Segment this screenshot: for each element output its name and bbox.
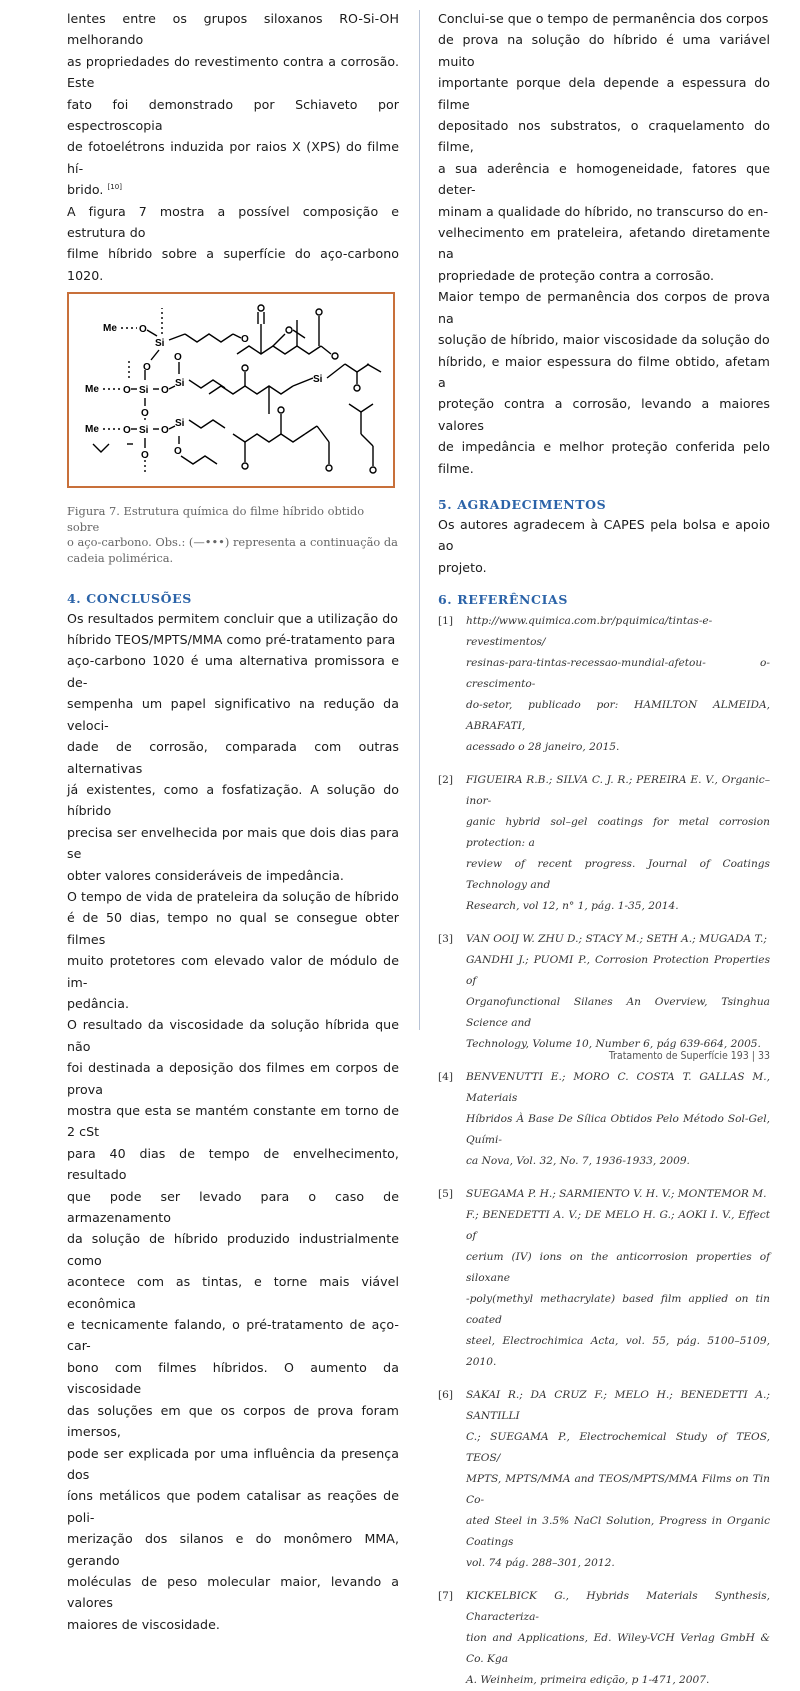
me-label: Me <box>85 384 99 396</box>
reference-number: [4] <box>438 1071 454 1084</box>
reference-line: KICKELBICK G., Hybrids Materials Synthesis, Characteriza- <box>466 1590 770 1624</box>
left-column <box>67 8 399 1635</box>
reference-line: resinas-para-tintas-recessao-mundial-afetou- o-crescimento- <box>466 657 770 691</box>
text-line: lentes entre os grupos siloxanos RO-Si-OH melhorando <box>67 11 399 48</box>
reference-text <box>466 770 770 917</box>
page-footer: Tratamento de Superfície 193 | 33 <box>608 1050 770 1062</box>
o-label: O <box>139 324 147 336</box>
reference-line: MPTS, MPTS/MMA and TEOS/MPTS/MMA Films on Tin Co- <box>466 1473 770 1507</box>
text-line: solução de híbrido, maior viscosidade da solução do <box>438 332 770 348</box>
text-line: muito protetores com elevado valor de módulo de im- <box>67 953 399 990</box>
text-line: híbrido, e maior espessura do filme obtido, afetam a <box>438 353 770 390</box>
text-line: projeto. <box>438 559 487 575</box>
text-line: Conclui-se que o tempo de permanência dos corpos <box>438 11 769 26</box>
paragraph-conclusion-permanence <box>438 8 770 286</box>
citation-ref: [10] <box>107 183 123 192</box>
reference-line: tion and Applications, Ed. Wiley-VCH Verlag GmbH & Co. Kga <box>466 1632 770 1666</box>
text-line: depositado nos substratos, o craquelamento do filme, <box>438 118 770 155</box>
text-line: brido. <box>67 182 104 198</box>
reference-text <box>466 1067 770 1172</box>
reference-item <box>438 1067 770 1172</box>
text-line: fato foi demonstrado por Schiaveto por espectroscopia <box>67 96 399 134</box>
reference-line: Híbridos À Base De Sílica Obtidos Pelo Método Sol-Gel, Quími- <box>466 1113 770 1147</box>
reference-list <box>438 611 770 1691</box>
reference-line: Technology, Volume 10, Number 6, pág 639-664, 2005. <box>466 1038 761 1051</box>
text-line: filme híbrido sobre a superfície do aço-carbono 1020. <box>67 246 399 283</box>
text-line: a sua aderência e homogeneidade, fatores que deter- <box>438 160 770 198</box>
reference-line: C.; SUEGAMA P., Electrochemical Study of TEOS, TEOS/ <box>466 1431 770 1465</box>
o-label: O <box>161 385 169 397</box>
text-line: Os autores agradecem à CAPES pela bolsa e apoio ao <box>438 516 770 554</box>
reference-item <box>438 1586 770 1691</box>
figure-caption <box>67 504 399 566</box>
text-line: merização dos silanos e do monômero MMA, gerando <box>67 1531 399 1568</box>
o-label: O <box>123 385 131 397</box>
reference-number: [6] <box>438 1389 454 1402</box>
text-line: para 40 dias de tempo de envelhecimento, resultado <box>67 1145 399 1183</box>
paragraph-conclusions-1 <box>67 608 399 886</box>
paragraph-acknowledgements <box>438 514 770 578</box>
text-line: as propriedades do revestimento contra a corrosão. Este <box>67 53 399 91</box>
text-line: dade de corrosão, comparada com outras alternativas <box>67 739 399 776</box>
reference-line: review of recent progress. Journal of Coatings Technology and <box>466 858 770 892</box>
text-line: proteção contra a corrosão, levando a maiores valores <box>438 396 770 433</box>
reference-line: A. Weinheim, primeira edição, p 1-471, 2007. <box>466 1674 710 1687</box>
caption-line: o aço-carbono. Obs.: (—•••) representa a continuação da <box>67 535 398 550</box>
text-line: O resultado da viscosidade da solução híbrida que não <box>67 1017 399 1054</box>
reference-line: FIGUEIRA R.B.; SILVA C. J. R.; PEREIRA E. V., Organic–inor- <box>466 774 770 808</box>
caption-line: cadeia polimérica. <box>67 551 174 566</box>
o-label: O <box>143 362 151 374</box>
reference-text <box>466 929 770 1055</box>
text-line: precisa ser envelhecida por mais que dois dias para se <box>67 824 399 862</box>
text-line: O tempo de vida de prateleira da solução de híbrido <box>67 888 399 904</box>
text-line: foi destinada a deposição dos filmes em corpos de prova <box>67 1060 399 1097</box>
reference-item <box>438 1385 770 1574</box>
reference-item <box>438 611 770 758</box>
o-label: O <box>123 425 131 437</box>
text-line: importante porque dela depende a espessura do filme <box>438 75 770 112</box>
reference-line: steel, Electrochimica Acta, vol. 55, pág. 5100–5109, 2010. <box>466 1335 770 1369</box>
text-line: aço-carbono 1020 é uma alternativa promissora e de- <box>67 653 399 690</box>
text-line: obter valores consideráveis de impedância. <box>67 867 344 883</box>
text-line: pedância. <box>67 995 130 1011</box>
si-label: Si <box>155 338 165 350</box>
reference-line: cerium (IV) ions on the anticorrosion properties of siloxane <box>466 1251 770 1285</box>
o-label: O <box>174 446 182 458</box>
reference-line: Organofunctional Silanes An Overview, Tsinghua Science and <box>466 996 770 1030</box>
reference-line: SUEGAMA P. H.; SARMIENTO V. H. V.; MONTEMOR M. <box>466 1188 767 1201</box>
reference-text <box>466 611 770 758</box>
text-line: íons metálicos que podem catalisar as reações de poli- <box>67 1488 399 1525</box>
reference-line: ganic hybrid sol–gel coatings for metal corrosion protection: a <box>466 816 770 850</box>
text-line: moléculas de peso molecular maior, levando a valores <box>67 1573 399 1611</box>
figure-7-chemical-structure <box>67 292 395 488</box>
reference-line: F.; BENEDETTI A. V.; DE MELO H. G.; AOKI I. V., Effect of <box>466 1209 770 1243</box>
si-label: Si <box>313 374 323 386</box>
si-label: Si <box>139 425 149 437</box>
text-line: velhecimento em prateleira, afetando diretamente na <box>438 225 770 262</box>
text-line: mostra que esta se mantém constante em torno de 2 cSt <box>67 1103 399 1140</box>
reference-line: ca Nova, Vol. 32, No. 7, 1936-1933, 2009. <box>466 1155 690 1168</box>
text-line: das soluções em que os corpos de prova foram imersos, <box>67 1402 399 1440</box>
paragraph-conclusions-2 <box>67 886 399 1014</box>
reference-line: ated Steel in 3.5% NaCl Solution, Progress in Organic Coatings <box>466 1515 770 1549</box>
paragraph-conclusions-3 <box>67 1014 399 1635</box>
o-label: O <box>174 352 182 364</box>
reference-line: vol. 74 pág. 288–301, 2012. <box>466 1557 615 1570</box>
text-line: é de 50 dias, tempo no qual se consegue obter filmes <box>67 910 399 947</box>
si-label: Si <box>175 418 185 430</box>
section-heading-acknowledgements: 5. AGRADECIMENTOS <box>438 496 607 512</box>
reference-line: BENVENUTTI E.; MORO C. COSTA T. GALLAS M., Materiais <box>466 1071 770 1105</box>
o-label: O <box>141 408 149 420</box>
text-line: sempenha um papel significativo na redução da veloci- <box>67 696 399 733</box>
reference-text <box>466 1184 770 1373</box>
reference-line: http://www.quimica.com.br/pquimica/tintas-e-revestimentos/ <box>466 615 713 649</box>
text-line: que pode ser levado para o caso de armazenamento <box>67 1188 399 1226</box>
caption-line: Figura 7. Estrutura química do filme híbrido obtido sobre <box>67 504 365 534</box>
text-line: pode ser explicada por uma influência da presença dos <box>67 1445 399 1482</box>
o-label: O <box>161 425 169 437</box>
text-line: híbrido TEOS/MPTS/MMA como pré-tratamento para <box>67 632 396 648</box>
paragraph-conclusion-viscosity <box>438 286 770 479</box>
text-line: Maior tempo de permanência dos corpos de prova na <box>438 289 770 326</box>
text-line: A figura 7 mostra a possível composição e estrutura do <box>67 203 399 241</box>
reference-line: do-setor, publicado por: HAMILTON ALMEIDA, ABRAFATI, <box>466 699 770 733</box>
reference-item <box>438 770 770 917</box>
right-column <box>438 8 770 1691</box>
text-line: da solução de híbrido produzido industrialmente como <box>67 1231 399 1268</box>
hybrid-film-structure-diagram <box>69 294 393 486</box>
si-label: Si <box>175 378 185 390</box>
text-line: maiores de viscosidade. <box>67 1616 220 1632</box>
me-label: Me <box>85 424 99 436</box>
reference-number: [2] <box>438 774 454 787</box>
si-label: Si <box>139 385 149 397</box>
reference-item <box>438 1184 770 1373</box>
reference-line: -poly(methyl methacrylate) based film applied on tin coated <box>466 1293 770 1327</box>
reference-text <box>466 1385 770 1574</box>
text-line: e tecnicamente falando, o pré-tratamento de aço-car- <box>67 1317 399 1354</box>
o-label: O <box>241 334 249 346</box>
text-line: de impedância e melhor proteção conferida pelo filme. <box>438 439 770 476</box>
column-divider <box>419 10 420 1030</box>
o-label: O <box>141 450 149 462</box>
reference-number: [3] <box>438 933 454 946</box>
reference-number: [5] <box>438 1188 454 1201</box>
reference-line: SAKAI R.; DA CRUZ F.; MELO H.; BENEDETTI A.; SANTILLI <box>466 1389 770 1423</box>
paragraph-siloxane <box>67 8 399 201</box>
text-line: de fotoelétrons induzida por raios X (XPS) do filme hí- <box>67 139 399 176</box>
text-line: Os resultados permitem concluir que a utilização do <box>67 610 398 626</box>
reference-number: [7] <box>438 1590 454 1603</box>
section-heading-conclusions: 4. CONCLUSÕES <box>67 590 192 606</box>
reference-item <box>438 929 770 1055</box>
text-line: já existentes, como a fosfatização. A solução do híbrido <box>67 781 399 819</box>
reference-line: Research, vol 12, n° 1, pág. 1-35, 2014. <box>466 900 679 913</box>
paragraph-figure-intro <box>67 201 399 287</box>
text-line: de prova na solução do híbrido é uma variável muito <box>438 32 770 69</box>
me-label: Me <box>103 323 117 335</box>
section-heading-references: 6. REFERÊNCIAS <box>438 592 568 608</box>
reference-line: acessado o 28 janeiro, 2015. <box>466 741 620 754</box>
reference-line: VAN OOIJ W. ZHU D.; STACY M.; SETH A.; MUGADA T.; <box>466 933 767 946</box>
reference-line: GANDHI J.; PUOMI P., Corrosion Protection Properties of <box>466 954 770 988</box>
text-line: propriedade de proteção contra a corrosão. <box>438 267 715 283</box>
reference-text <box>466 1586 770 1691</box>
text-line: bono com filmes híbridos. O aumento da viscosidade <box>67 1359 399 1397</box>
reference-number: [1] <box>438 615 454 628</box>
text-line: minam a qualidade do híbrido, no transcurso do en- <box>438 203 769 219</box>
text-line: acontece com as tintas, e torne mais viável econômica <box>67 1274 399 1311</box>
